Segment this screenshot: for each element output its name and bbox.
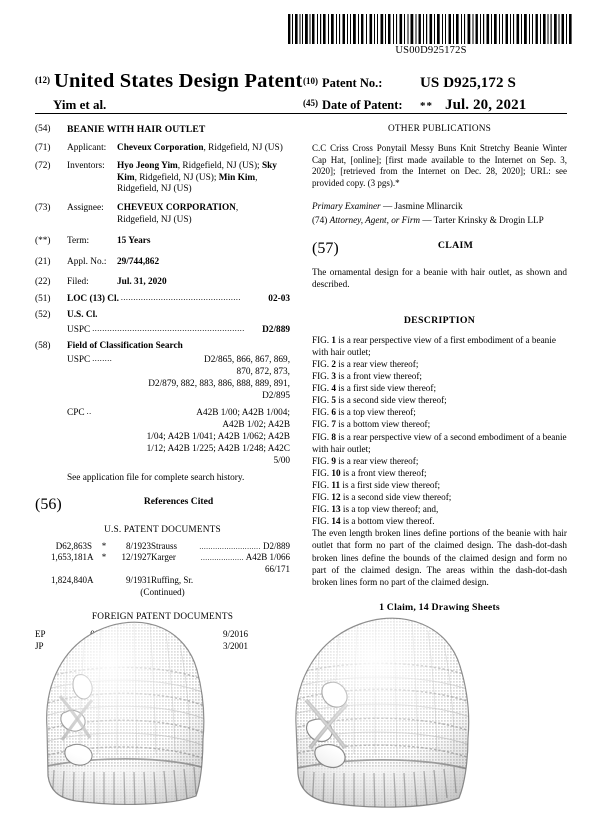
loc-value: 02-03 [268, 293, 290, 304]
field-code-71: (71) [35, 142, 51, 153]
fig-label: FIG. [312, 504, 330, 515]
term-value [117, 236, 290, 248]
fos-cpc-key: CPC [67, 408, 85, 419]
fos-cpc-values-2: 1/04; A42B 1/041; A42B 1/062; A42B [146, 432, 290, 443]
field-code-56: (56) [35, 495, 62, 513]
fos-uspc-block [35, 354, 290, 402]
assignee-value [117, 203, 290, 226]
patent-drawing-figure [0, 600, 601, 829]
field-code-10: (10) [303, 76, 318, 86]
foreign-country: EP [35, 629, 46, 640]
field-51-loc [35, 293, 290, 305]
claims-sheets-count: 1 Claim, 14 Drawing Sheets [379, 601, 500, 613]
us-patent-documents-table [35, 541, 290, 586]
right-column [312, 124, 567, 613]
fos-uspc-key: USPC [67, 355, 91, 366]
fig-number: 10 [331, 467, 341, 478]
ref-number: 1,824,840 [51, 574, 87, 585]
applicant-address: , Ridgefield, NJ (US) [203, 142, 283, 153]
fos-uspc-line1 [67, 354, 290, 378]
field-71-applicant [35, 143, 290, 155]
primary-examiner-label: Primary Examiner [312, 201, 381, 211]
date-of-patent-label: Date of Patent: [322, 98, 403, 112]
foreign-patent-documents-heading: FOREIGN PATENT DOCUMENTS [91, 612, 234, 623]
uspc-dot-leader: ............................................................. [92, 323, 245, 333]
fig-number: 9 [331, 455, 336, 466]
fig-label: FIG. [312, 516, 330, 527]
applicant-name: Cheveux Corporation [117, 142, 204, 153]
figure-line [312, 370, 567, 382]
fig-label: FIG. [312, 479, 330, 490]
fig-label: FIG. [312, 334, 330, 345]
foreign-date: 9/2016 [222, 629, 248, 640]
header-divider [35, 113, 567, 114]
fig-text: is a second side view thereof; [336, 395, 447, 406]
field-22-filed [35, 277, 290, 289]
header-row-1 [35, 70, 567, 93]
field-code-12: (12) [35, 75, 50, 85]
inventors-value [117, 161, 290, 196]
ref-star: * [101, 540, 107, 551]
patent-no-label: Patent No.: [322, 76, 383, 90]
ref-class-value: A42B 1/066 [245, 552, 290, 563]
field-code-73: (73) [35, 202, 51, 213]
ref-class [195, 541, 290, 552]
ref-number: D62,863 [55, 540, 87, 551]
fos-cpc-line1 [67, 407, 290, 431]
applicant-value [117, 143, 290, 155]
fig-text: is a front view thereof; [340, 467, 427, 478]
fos-uspc-leader: ........ [92, 354, 113, 364]
field-code-term: (**) [35, 236, 51, 247]
patent-no-group [303, 75, 567, 92]
fig-text: is a rear view thereof; [336, 359, 419, 369]
fig-label: FIG. [312, 431, 330, 442]
term-extension-marker: ** [420, 100, 433, 112]
ref-date: 8/1923 [125, 540, 151, 551]
other-publications-text: C.C Criss Cross Ponytail Messy Buns Knit Stretchy Beanie Winter Cap Hat, [online]; [first made available to the Internet on Sep. 3, 2020]; [retrieved from the Internet on Dec. 28, 2020]; URL: see provided copy. (3 pgs).* [312, 143, 567, 188]
filed-date: Jul. 31, 2020 [117, 277, 167, 288]
figure-line [312, 503, 567, 515]
field-code-57: (57) [312, 240, 339, 257]
fos-cpc-values-1: A42B 1/00; A42B 1/004; A42B 1/02; A42B [196, 408, 291, 431]
fig-text: is a second side view thereof; [340, 492, 452, 503]
field-code-58: (58) [35, 340, 51, 351]
loc-label: LOC (13) Cl. [67, 293, 119, 304]
fig-number: 2 [331, 359, 336, 369]
field-code-45: (45) [303, 98, 318, 108]
fig-label: FIG. [312, 492, 330, 503]
fig-label: FIG. [312, 419, 330, 430]
applicant-label: Applicant: [67, 142, 107, 153]
other-publications-heading: OTHER PUBLICATIONS [387, 124, 492, 134]
ref-kind: A [87, 552, 94, 563]
fig-label: FIG. [312, 467, 330, 478]
fig-number: 13 [331, 504, 341, 515]
fos-cpc-block [35, 407, 290, 467]
loc-dot-leader: ................................................ [120, 292, 241, 302]
fig-text: is a rear view thereof; [336, 455, 419, 466]
fig-number: 5 [331, 395, 336, 406]
figure-line [312, 418, 567, 430]
references-cited-title: References Cited [143, 495, 214, 507]
fig-label: FIG. [312, 407, 330, 418]
figure-line [312, 394, 567, 406]
patent-number: US D925,172 S [420, 75, 516, 91]
fig-text: is a first side view thereof; [336, 383, 437, 394]
figure-line [312, 479, 567, 491]
date-group [303, 97, 567, 114]
left-column [35, 124, 290, 663]
field-58-fos [35, 341, 290, 353]
attorney-name: — Tarter Krinsky & Drogin LLP [422, 215, 544, 225]
beanie-photo-right [280, 600, 490, 829]
appl-no-label: Appl. No.: [67, 256, 107, 267]
inventor-shortname: Yim et al. [53, 97, 107, 112]
fos-see-line: See application file for complete search history. [67, 473, 245, 484]
broken-lines-statement: The even length broken lines define portions of the beanie with hair outlet that form no part of the claimed design. The dash-dot-dash broken lines define the bounds of the claimed design and form no part of the claimed design. The areas within the dash-dot-dash broken lines form no part of the claimed design. [312, 528, 567, 587]
field-code-22: (22) [35, 277, 51, 288]
figure-line [312, 467, 567, 479]
field-54-title [35, 124, 290, 136]
authors-group [35, 97, 303, 113]
description-body [312, 334, 567, 588]
attorney-label: Attorney, Agent, or Firm [329, 215, 421, 225]
inventor-3-name: Min Kim [218, 172, 256, 183]
invention-title: BEANIE WITH HAIR OUTLET [67, 124, 206, 135]
table-row [35, 552, 290, 563]
claim-heading: CLAIM [437, 240, 474, 251]
field-code-52: (52) [35, 309, 51, 320]
field-term [35, 236, 290, 248]
ref-kind: A [87, 574, 94, 585]
table-row [35, 564, 290, 575]
inventor-1-address: , Ridgefield, NJ (US); [177, 161, 260, 172]
field-52-us-cl [35, 310, 290, 322]
claim-header [312, 240, 567, 258]
fig-label: FIG. [312, 455, 330, 466]
field-21-appl-no [35, 257, 290, 269]
field-code-72: (72) [35, 161, 51, 172]
ref-star: * [101, 552, 107, 563]
fig-text: is a front view thereof; [336, 371, 422, 382]
primary-examiner-name: — Jasmine Mlinarcik [382, 201, 463, 211]
fig-text: is a rear perspective view of a first embodiment of a beanie with hair outlet; [312, 334, 556, 357]
ref-star [99, 575, 109, 586]
fig-number: 8 [331, 431, 336, 442]
ref-class [195, 552, 290, 563]
field-73-assignee [35, 203, 290, 226]
fos-uspc-values-1: D2/865, 866, 867, 869, 870, 872, 873, [204, 355, 291, 378]
fig-number: 1 [331, 334, 336, 345]
fig-text: is a top view thereof; [336, 407, 416, 418]
figure-line [312, 406, 567, 418]
inventors-label: Inventors: [67, 161, 105, 172]
figure-line [312, 358, 567, 370]
fos-label: Field of Classification Search [67, 340, 183, 351]
ref-dot-leader: ........................... [199, 541, 261, 551]
title-group [35, 70, 303, 93]
fos-uspc-values-2: D2/879, 882, 883, 886, 888, 889, 891, [148, 379, 290, 390]
field-code-51: (51) [35, 293, 51, 304]
ref-name: Strauss [151, 540, 178, 551]
figure-line [312, 455, 567, 467]
fig-label: FIG. [312, 371, 330, 382]
fig-number: 14 [331, 516, 341, 527]
fos-cpc-leader: .. [86, 407, 92, 417]
fig-text: is a bottom view thereof; [336, 419, 431, 430]
ref-class [195, 575, 290, 586]
ref-dot-leader: ................... [200, 553, 244, 563]
us-cl-label: U.S. Cl. [67, 309, 98, 320]
figure-line [312, 515, 567, 527]
field-code-21: (21) [35, 256, 51, 267]
assignee-comma: , [235, 202, 239, 213]
figure-line [312, 491, 567, 503]
assignee-label: Assignee: [67, 202, 104, 213]
inventor-1-name: Hyo Jeong Yim [117, 161, 178, 172]
ref-number: 1,653,181 [51, 552, 87, 563]
claim-text: The ornamental design for a beanie with hair outlet, as shown and described. [312, 267, 567, 290]
figure-line [312, 382, 567, 394]
fig-number: 6 [331, 407, 336, 418]
fig-label: FIG. [312, 359, 330, 369]
barcode-block [286, 14, 576, 56]
description-heading: DESCRIPTION [403, 314, 476, 326]
primary-examiner-row [312, 200, 567, 212]
beanie-photo-left [30, 600, 230, 829]
inventor-2-address: , Ridgefield, NJ (US); [134, 172, 217, 183]
ref-date: 12/1927 [121, 552, 151, 563]
fig-text: is a rear perspective view of a second embodiment of a beanie with hair outlet; [312, 431, 567, 454]
table-row [35, 575, 290, 586]
fig-label: FIG. [312, 395, 330, 406]
ref-date: 9/1931 [125, 574, 151, 585]
fig-text: is a first side view thereof; [340, 479, 441, 490]
fig-number: 4 [331, 383, 336, 394]
us-docs-continued: (Continued) [140, 587, 185, 598]
fig-text: is a top view thereof; and, [340, 504, 439, 515]
term-years: 15 Years [117, 236, 151, 247]
ref-kind: S [87, 540, 93, 551]
inventor-3-address: , Ridgefield, NJ (US) [117, 172, 258, 195]
attorney-row [312, 214, 567, 226]
field-72-inventors [35, 161, 290, 196]
uspc-sub-label: USPC [67, 324, 91, 335]
foreign-country: JP [35, 640, 44, 651]
references-cited-header [35, 496, 290, 514]
assignee-address: Ridgefield, NJ (US) [117, 214, 192, 225]
date-of-patent: Jul. 20, 2021 [445, 97, 527, 113]
ref-class-value: D2/889 [263, 540, 290, 551]
barcode-number: US00D925172S [395, 45, 467, 56]
filed-label: Filed: [67, 277, 89, 288]
beanie-illustration [0, 600, 601, 829]
patent-header [35, 70, 567, 114]
us-cl-uspc-row [35, 324, 290, 336]
field-code-74: (74) [312, 215, 328, 225]
field-code-54: (54) [35, 124, 51, 134]
appl-no-value [117, 257, 290, 269]
fos-cpc-values-3: 1/12; A42B 1/225; A42B 1/248; A42C [146, 444, 290, 455]
assignee-name: CHEVEUX CORPORATION [117, 202, 236, 213]
us-patent-documents-heading: U.S. PATENT DOCUMENTS [104, 524, 221, 535]
header-row-2 [35, 97, 567, 114]
fos-uspc-values-3: D2/895 [262, 391, 290, 402]
barcode-image [286, 14, 576, 44]
fig-number: 7 [331, 419, 336, 430]
filed-value [117, 277, 290, 289]
figure-line [312, 334, 567, 358]
figure-line [312, 431, 567, 455]
ref-class-subvalue: 66/171 [264, 563, 290, 574]
uspc-value: D2/889 [262, 324, 290, 335]
page-title: United States Design Patent [54, 70, 303, 92]
fig-text: is a bottom view thereof. [340, 516, 435, 527]
term-label: Term: [67, 236, 90, 247]
ref-name: Ruffing, Sr. [151, 574, 194, 585]
fos-cpc-values-4: 5/00 [273, 456, 290, 467]
foreign-date: 3/2001 [222, 640, 248, 651]
inventor-2-name: Sky Kim [117, 161, 277, 183]
ref-name: Karger [151, 552, 176, 563]
fig-number: 12 [331, 492, 341, 503]
fig-label: FIG. [312, 383, 330, 394]
fig-number: 11 [331, 479, 341, 490]
table-row [35, 541, 290, 552]
fig-number: 3 [331, 371, 336, 382]
appl-no-number: 29/744,862 [117, 256, 160, 267]
